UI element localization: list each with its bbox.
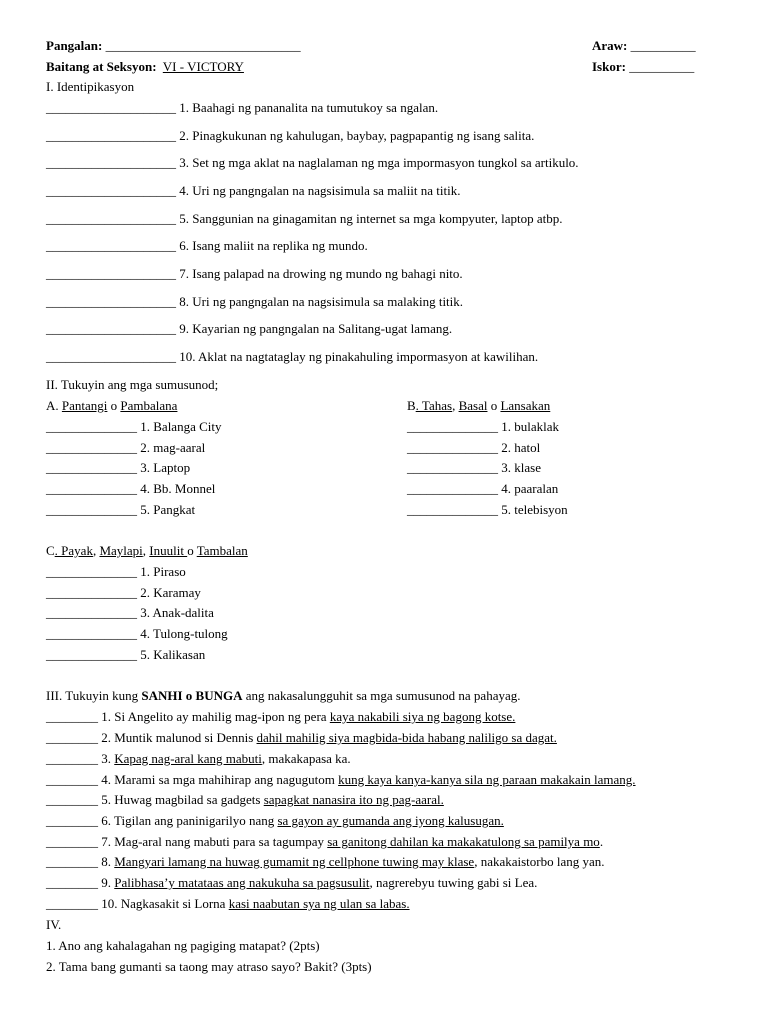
item-text: 10. Nagkasakit si Lorna [98,896,229,911]
item-text: 1. Piraso [137,564,186,579]
option-pambalana: Pambalana [120,398,178,413]
item-text: 2. mag-aaral [137,440,206,455]
sanhi-bunga-item [46,854,605,870]
tahas-basal-lansakan-item [407,481,558,497]
item-text: 8. Uri ng pangngalan na nagsisimula sa malaking titik. [176,294,464,309]
item-text: 8. [98,854,115,869]
option-inuulit: Inuulit [149,543,188,558]
item-text: 1. Balanga City [137,419,222,434]
answer-blank[interactable]: ______________ [407,419,498,434]
option-maylapi: Maylapi [99,543,143,558]
score-line [592,59,694,75]
sanhi-bunga-item [46,875,537,891]
item-text: 5. Kalikasan [137,647,206,662]
identification-item [46,266,463,282]
pantangi-pambalana-item [46,440,205,456]
item-text: 5. Pangkat [137,502,196,517]
kayarian-item [46,564,186,580]
name-blank[interactable]: ______________________________ [102,38,301,53]
score-blank[interactable]: __________ [625,59,695,74]
date-line [592,38,696,54]
item-text: 7. Isang palapad na drowing ng mundo ng bahagi nito. [176,266,463,281]
item-text: 3. [98,751,115,766]
identification-item [46,238,368,254]
kayarian-item [46,585,201,601]
sanhi-bunga-item [46,792,444,808]
item-text: 7. Mag-aral nang mabuti para sa tagumpay [98,834,328,849]
answer-blank[interactable]: ____________________ [46,321,176,336]
section2a-heading: A. Pantangi o Pambalana [46,398,178,413]
tahas-basal-lansakan-item [407,460,541,476]
item-text: 9. Kayarian ng pangngalan na Salitang-ugat lamang. [176,321,453,336]
sanhi-bunga-label: SANHI o BUNGA [141,688,243,703]
section3-title: III. Tukuyin kung SANHI o BUNGA ang nakasalungguhit sa mga sumusunod na pahayag. [46,688,521,703]
answer-blank[interactable]: ____________________ [46,349,176,364]
identification-item [46,349,538,365]
answer-blank[interactable]: ______________ [407,502,498,517]
answer-blank[interactable]: ______________ [46,419,137,434]
item-text: 5. Huwag magbilad sa gadgets [98,792,264,807]
answer-blank[interactable]: ______________ [46,564,137,579]
underlined-phrase: Kapag nag-aral kang mabuti [114,751,262,766]
item-text-end: , makakapasa ka. [261,751,351,766]
answer-blank[interactable]: ________ [46,772,98,787]
item-text: 4. Marami sa mga mahihirap ang nagugutom [98,772,339,787]
answer-blank[interactable]: ____________________ [46,266,176,281]
item-text: 1. bulaklak [498,419,560,434]
answer-blank[interactable]: ____________________ [46,183,176,198]
grade-label: Baitang at Seksyon: [46,59,157,74]
underlined-phrase: sapagkat nanasira ito ng pag-aaral. [263,792,444,807]
item-text: 4. Tulong-tulong [137,626,228,641]
sanhi-bunga-item [46,896,410,912]
section2c-heading: C. Payak, Maylapi, Inuulit o Tambalan [46,543,248,558]
identification-item [46,183,461,199]
identification-item [46,294,463,310]
identification-item [46,100,438,116]
item-text: 3. Laptop [137,460,191,475]
item-text: 5. telebisyon [498,502,568,517]
item-text-end: . [599,834,604,849]
pantangi-pambalana-item [46,419,222,435]
name-line [46,38,301,54]
pantangi-pambalana-item [46,460,190,476]
answer-blank[interactable]: ______________ [407,460,498,475]
answer-blank[interactable]: ________ [46,854,98,869]
answer-blank[interactable]: ______________ [46,502,137,517]
answer-blank[interactable]: ______________ [46,647,137,662]
item-text: 5. Sanggunian na ginagamitan ng internet sa mga kompyuter, laptop atbp. [176,211,563,226]
item-text-end: , nakakaistorbo lang yan. [474,854,605,869]
section4-title: IV. [46,917,62,932]
answer-blank[interactable]: ______________ [46,440,137,455]
date-label: Araw: [592,38,628,53]
identification-item [46,128,534,144]
grade-line [46,59,244,75]
answer-blank[interactable]: ____________________ [46,211,176,226]
sanhi-bunga-item [46,772,636,788]
option-basal: Basal [458,398,488,413]
answer-blank[interactable]: ______________ [407,481,498,496]
item-text: 4. Bb. Monnel [137,481,216,496]
sanhi-bunga-item [46,813,504,829]
answer-blank[interactable]: ____________________ [46,155,176,170]
answer-blank[interactable]: ______________ [46,585,137,600]
underlined-phrase: dahil mahilig siya magbida-bida habang naliligo sa dagat. [256,730,557,745]
underlined-phrase: sa ganitong dahilan ka makakatulong sa pamilya mo [327,834,600,849]
answer-blank[interactable]: ________ [46,813,98,828]
underlined-phrase: Mangyari lamang na huwag gumamit ng cellphone tuwing may klase [114,854,475,869]
section1-title: I. Identipikasyon [46,79,135,94]
answer-blank[interactable]: ________ [46,896,98,911]
answer-blank[interactable]: ______________ [407,440,498,455]
identification-item [46,155,579,171]
underlined-phrase: Palibhasa’y matataas ang nakukuha sa pagsusulit [114,875,370,890]
essay-question: 2. Tama bang gumanti sa taong may atraso sayo? Bakit? (3pts) [46,959,372,974]
item-text: 1. Baahagi ng pananalita na tumutukoy sa ngalan. [176,100,439,115]
item-text: 3. Anak-dalita [137,605,214,620]
answer-blank[interactable]: ________ [46,834,98,849]
answer-blank[interactable]: ______________ [46,605,137,620]
answer-blank[interactable]: ____________________ [46,100,176,115]
item-text: 3. klase [498,460,541,475]
item-text-end: , nagrerebyu tuwing gabi si Lea. [369,875,538,890]
answer-blank[interactable]: ______________ [46,481,137,496]
answer-blank[interactable]: ____________________ [46,128,176,143]
option-pantangi: Pantangi [61,398,108,413]
answer-blank[interactable]: ________ [46,751,98,766]
item-text: 6. Isang maliit na replika ng mundo. [176,238,368,253]
identification-item [46,211,563,227]
identification-item [46,321,452,337]
sanhi-bunga-item [46,709,515,725]
answer-blank[interactable]: ____________________ [46,294,176,309]
sanhi-bunga-item [46,730,557,746]
answer-blank[interactable]: ________ [46,875,98,890]
answer-blank[interactable]: ____________________ [46,238,176,253]
section2-title: II. Tukuyin ang mga sumusunod; [46,377,219,392]
item-text: 9. [98,875,115,890]
underlined-phrase: kung kaya kanya-kanya sila ng paraan makakain lamang. [338,772,636,787]
underlined-phrase: kasi naabutan sya ng ulan sa labas. [228,896,410,911]
option-payak: . Payak [54,543,93,558]
underlined-phrase: sa gayon ay gumanda ang iyong kalusugan. [277,813,504,828]
item-text: 4. Uri ng pangngalan na nagsisimula sa maliit na titik. [176,183,461,198]
answer-blank[interactable]: ________ [46,709,98,724]
item-text: 2. Pinagkukunan ng kahulugan, baybay, pagpapantig ng isang salita. [176,128,535,143]
item-text: 2. Muntik malunod si Dennis [98,730,257,745]
underlined-phrase: kaya nakabili siya ng bagong kotse. [329,709,516,724]
item-text: 1. Si Angelito ay mahilig mag-ipon ng pera [98,709,330,724]
sanhi-bunga-item [46,834,603,850]
pantangi-pambalana-item [46,502,195,518]
tahas-basal-lansakan-item [407,419,559,435]
option-tambalan: Tambalan [196,543,248,558]
name-label: Pangalan: [46,38,103,53]
item-text: 2. Karamay [137,585,201,600]
pantangi-pambalana-item [46,481,215,497]
item-text: 4. paaralan [498,481,559,496]
kayarian-item [46,647,205,663]
kayarian-item [46,605,214,621]
answer-blank[interactable]: ______________ [46,626,137,641]
tahas-basal-lansakan-item [407,502,568,518]
section2b-heading: B. Tahas, Basal o Lansakan [407,398,551,413]
essay-question: 1. Ano ang kahalagahan ng pagiging matapat? (2pts) [46,938,320,953]
sanhi-bunga-item [46,751,351,767]
option-tahas: . Tahas [415,398,453,413]
item-text: 2. hatol [498,440,541,455]
answer-blank[interactable]: ________ [46,730,98,745]
grade-value: VI - VICTORY [162,59,244,74]
date-blank[interactable]: __________ [627,38,696,53]
kayarian-item [46,626,228,642]
answer-blank[interactable]: ________ [46,792,98,807]
answer-blank[interactable]: ______________ [46,460,137,475]
tahas-basal-lansakan-item [407,440,540,456]
item-text: 3. Set ng mga aklat na naglalaman ng mga impormasyon tungkol sa artikulo. [176,155,579,170]
item-text: 10. Aklat na nagtataglay ng pinakahuling impormasyon at kawilihan. [176,349,539,364]
option-lansakan: Lansakan [500,398,551,413]
score-label: Iskor: [592,59,626,74]
item-text: 6. Tigilan ang paninigarilyo nang [98,813,278,828]
